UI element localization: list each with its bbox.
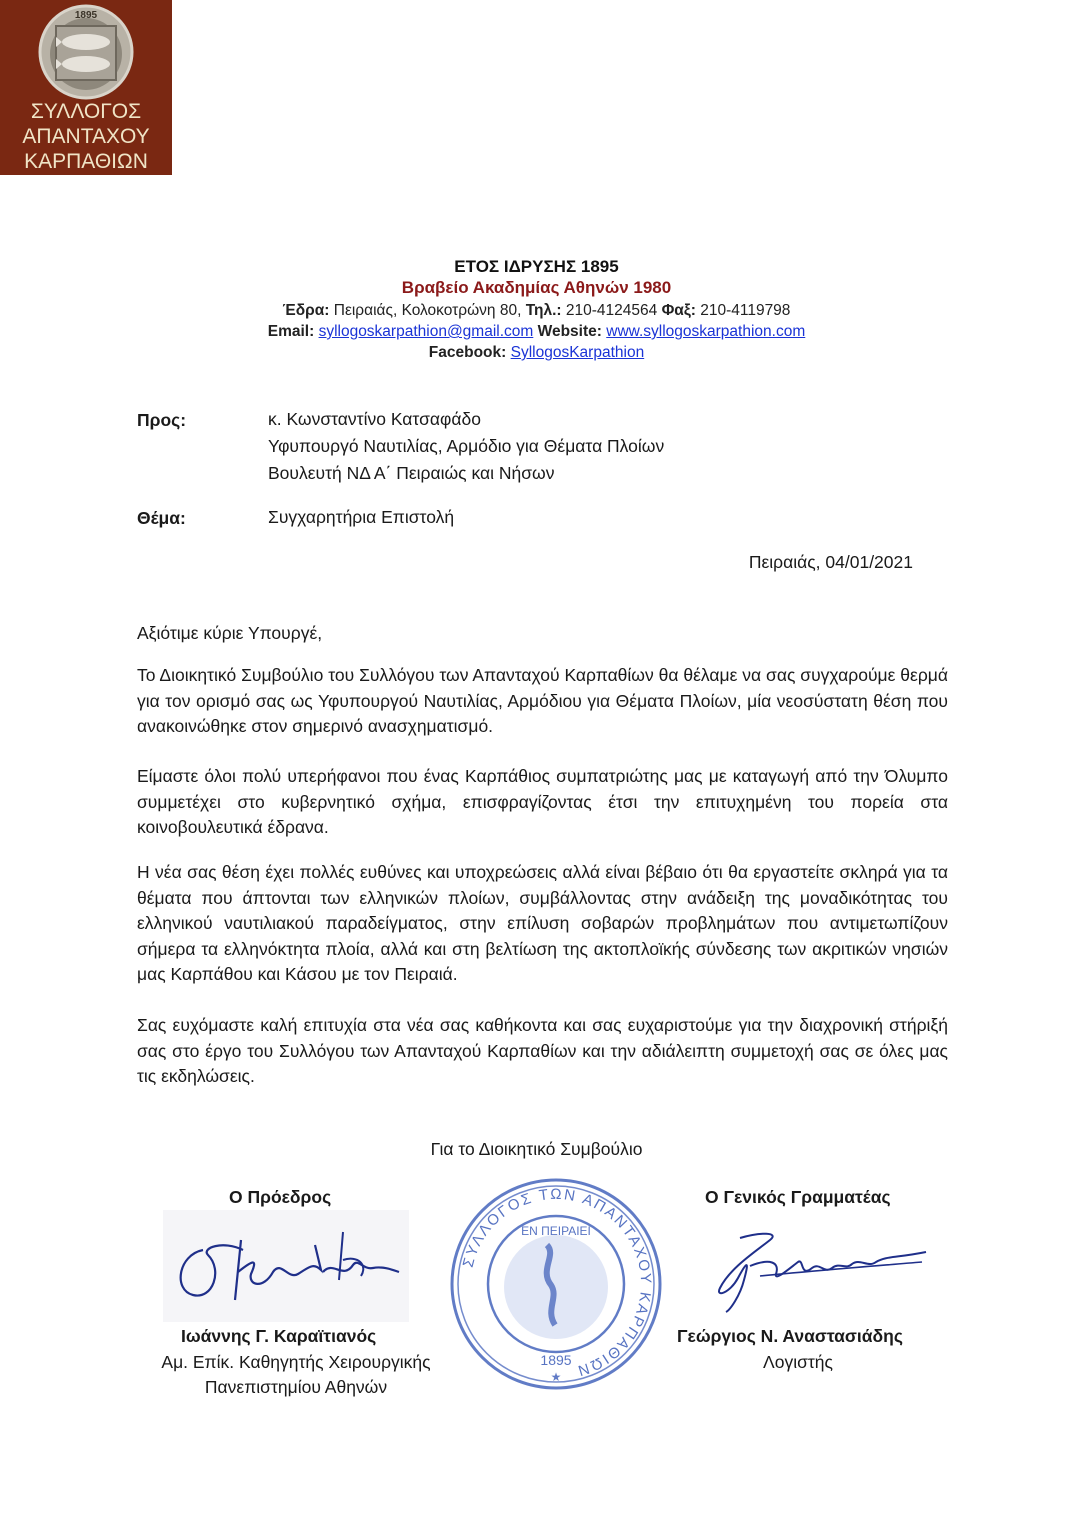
svg-text:ΑΠΑΝΤΑΧΟΥ: ΑΠΑΝΤΑΧΟΥ	[22, 125, 150, 148]
facebook-line	[0, 344, 1073, 362]
svg-text:1895: 1895	[540, 1352, 572, 1368]
body-paragraph: Η νέα σας θέση έχει πολλές ευθύνες και υποχρεώσεις αλλά είναι βέβαιο ότι θα εργαστείτε σκληρά για τα θέματα που άπτονται των ελληνικών πλοίων, συμβάλλοντας στην ανάδειξη της μοναδικότητας του ελληνικού ναυτιλιακού παραδείγματος, στην επίλυση σοβαρών προβλημάτων που αντιμετωπίζουν σήμερα τα ελληνόκτητα πλοία, αλλά και στη βελτίωση της ακτοπλοϊκής σύνδεσης των ακριτικών νησιών μας Καρπάθου και Κάσου με τον Πειραιά.	[137, 862, 948, 984]
svg-text:ΣΥΛΛΟΓΟΣ: ΣΥΛΛΟΓΟΣ	[30, 100, 142, 123]
award-line: Βραβείο Ακαδημίας Αθηνών 1980	[401, 278, 672, 297]
address-line	[0, 302, 1073, 320]
closing-line: Για το Διοικητικό Συμβούλιο	[430, 1139, 643, 1159]
secretary-role: Λογιστής	[763, 1352, 833, 1372]
association-seal	[447, 1175, 665, 1393]
fax-value: 210-4119798	[695, 302, 791, 319]
recipient-position: Υφυπουργό Ναυτιλίας, Αρμόδιο για Θέματα Πλοίων	[268, 436, 665, 456]
fax-label: Φαξ:	[661, 302, 696, 319]
seal-stamp-icon	[447, 1175, 665, 1393]
svg-text:1895: 1895	[74, 10, 98, 21]
email-label: Email:	[267, 323, 315, 340]
svg-text:★: ★	[550, 1370, 562, 1384]
association-logo	[0, 0, 172, 175]
email-website-line	[0, 323, 1073, 341]
recipient-block	[268, 406, 664, 487]
website-link[interactable]: www.syllogoskarpathion.com	[606, 323, 806, 340]
svg-text:ΕΝ ΠΕΙΡΑΙΕΙ: ΕΝ ΠΕΙΡΑΙΕΙ	[521, 1224, 591, 1238]
president-role-line: Αμ. Επίκ. Καθηγητής Χειρουργικής	[161, 1352, 431, 1372]
website-label: Website:	[533, 323, 602, 340]
recipient-name: κ. Κωνσταντίνο Κατσαφάδο	[268, 409, 481, 429]
coin-emblem-icon	[0, 0, 172, 175]
svg-text:ΣΥΛΛΟΓΟΣ ΤΩΝ ΑΠΑΝΤΑΧΟΥ ΚΑΡΠΑΘΙ: ΣΥΛΛΟΓΟΣ ΤΩΝ ΑΠΑΝΤΑΧΟΥ ΚΑΡΠΑΘΙΩΝ	[459, 1185, 655, 1380]
subject-label: Θέμα:	[137, 508, 186, 528]
phone-value: 210-4124564	[561, 302, 662, 319]
facebook-link[interactable]: SyllogosKarpathion	[510, 344, 645, 361]
body-paragraph: Σας ευχόμαστε καλή επιτυχία στα νέα σας καθήκοντα και σας ευχαριστούμε για την διαχρονική στήριξή σας στο έργο του Συλλόγου των Απανταχού Καρπαθίων και την αδιάλειπτη συμμετοχή σας σε όλες μας τις εκδηλώσεις.	[137, 1015, 948, 1086]
phone-label: Τηλ.:	[525, 302, 562, 319]
president-role	[130, 1350, 462, 1400]
letter-date: Πειραιάς, 04/01/2021	[748, 552, 913, 572]
address-label: Έδρα:	[282, 302, 330, 319]
body-paragraph: Το Διοικητικό Συμβούλιο του Συλλόγου των Απανταχού Καρπαθίων θα θέλαμε να σας συγχαρούμε θερμά για τον ορισμό σας ως Υφυπουργού Ναυτιλίας, Αρμόδιου για Θέματα Πλοίων, μία νεοσύστατη θέση που ανακοινώθηκε στον σημερινό ανασχηματισμό.	[137, 665, 948, 736]
svg-text:ΚΑΡΠΑΘΙΩΝ: ΚΑΡΠΑΘΙΩΝ	[24, 150, 148, 173]
secretary-name: Γεώργιος Ν. Αναστασιάδης	[677, 1326, 903, 1346]
salutation: Αξιότιμε κύριε Υπουργέ,	[137, 623, 323, 643]
president-title: Ο Πρόεδρος	[229, 1187, 332, 1207]
secretary-title: Ο Γενικός Γραμματέας	[705, 1187, 891, 1207]
body-paragraph: Είμαστε όλοι πολύ υπερήφανοι που ένας Καρπάθιος συμπατριώτης μας με καταγωγή από την Όλυμπο συμμετέχει στο κυβερνητικό σχήμα, επισφραγίζοντας έτσι την επιτυχημένη του πορεία στα κοινοβουλευτικά έδρανα.	[137, 766, 948, 837]
subject-value: Συγχαρητήρια Επιστολή	[268, 507, 455, 527]
recipient-constituency: Βουλευτή ΝΔ Α΄ Πειραιώς και Νήσων	[268, 463, 555, 483]
founding-year: ΕΤΟΣ ΙΔΡΥΣΗΣ 1895	[454, 257, 619, 276]
facebook-label: Facebook:	[428, 344, 507, 361]
president-role-line: Πανεπιστημίου Αθηνών	[204, 1377, 388, 1397]
email-link[interactable]: syllogoskarpathion@gmail.com	[318, 323, 534, 340]
address-value: Πειραιάς, Κολοκοτρώνη 80,	[329, 302, 526, 319]
president-name: Ιωάννης Γ. Καραϊτιανός	[181, 1326, 377, 1346]
secretary-signature	[700, 1218, 932, 1313]
president-signature	[163, 1210, 409, 1322]
recipient-label: Προς:	[137, 410, 187, 430]
